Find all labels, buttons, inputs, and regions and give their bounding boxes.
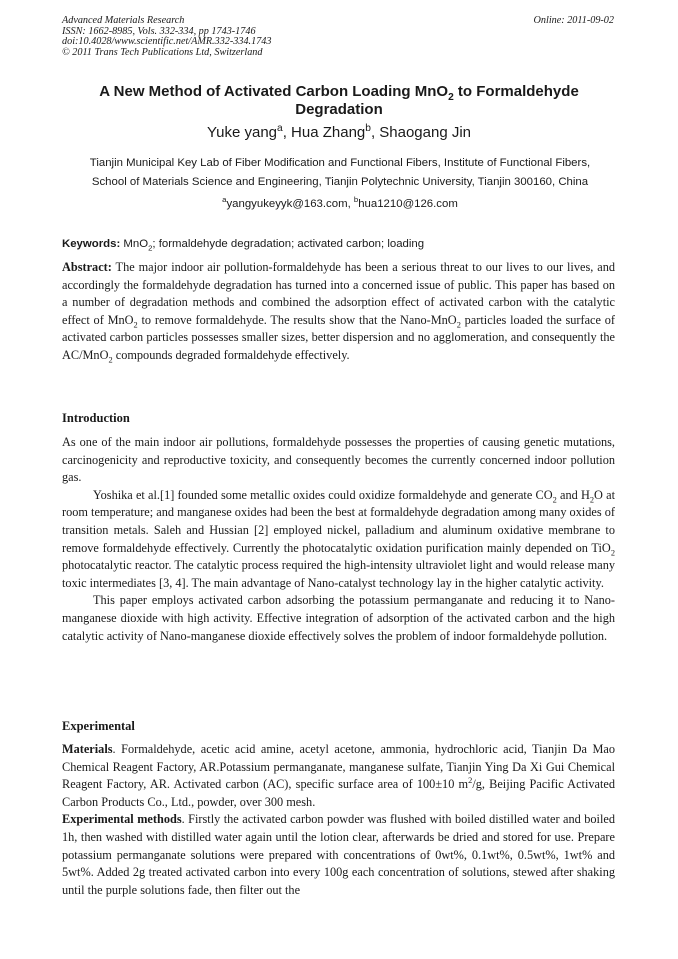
title-text-end: to Formaldehyde Degradation (295, 83, 579, 118)
paper-title (60, 83, 618, 119)
doi-line: doi:10.4028/www.scientific.net/AMR.332-334.1743 (62, 36, 272, 48)
author-1-mark: a (277, 123, 283, 134)
affiliation-line-1: Tianjin Municipal Key Lab of Fiber Modification and Functional Fibers, Institute of Functional Fibers, (89, 157, 591, 169)
email-b[interactable]: hua1210@126.com (358, 198, 458, 210)
abstract-text: particles loaded the surface of activated carbon particles possesses smaller sizes, better dispersion and no agglomeration, and consequently the AC/MnO (62, 312, 615, 362)
keywords (62, 236, 618, 252)
paragraph-text: photocatalytic reactor. The catalytic process required the high-intensity ultraviolet light and would release many toxic intermediates [3, 4]. The main advantage of Nano-catalyst technology lay in the higher catalytic activity. (62, 558, 615, 590)
keywords-text-end: ; formaldehyde degradation; activated carbon; loading (152, 238, 425, 250)
experimental-body (62, 741, 615, 899)
paragraph-text: . Firstly the activated carbon powder was flushed with boiled distilled water and boiled 1h, then washed with distilled water again until the lotion clear, afterwards be dried and stored for use. Prepare potassium permanganate solutions were prepared with concentrations of 0wt%, 0.1wt%, 0.5wt%, 1wt% and 5wt%. Added 2g treated activated carbon into every 100g each concentration of solutions, stewed after shaking until the purple solutions fade, then filter out the (62, 812, 615, 897)
intro-paragraph-2 (62, 487, 615, 593)
journal-header (62, 16, 271, 58)
author-2-mark: b (365, 123, 371, 134)
affiliation-line-2: School of Materials Science and Engineering, Tianjin Polytechnic University, Tianjin 300160, China (91, 176, 589, 188)
title-text: A New Method of Activated Carbon Loading MnO (99, 83, 449, 100)
author-1: Yuke yang (206, 124, 278, 141)
title-subscript: 2 (448, 92, 454, 103)
paragraph-text: /g, Beijing Pacific Activated Carbon Products Co., Ltd., powder, over 300 mesh. (62, 777, 615, 809)
email-a-mark: a (222, 195, 227, 205)
methods-label: Experimental methods (62, 812, 182, 827)
subscript: 2 (108, 355, 113, 365)
author-2: , Hua Zhang (282, 124, 366, 141)
journal-name: Advanced Materials Research (62, 15, 185, 26)
abstract (62, 259, 615, 365)
introduction-body (62, 434, 615, 645)
abstract-text: The major indoor air pollution-formaldehyde has been a serious threat to our lives to our lives, and accordingly the formaldehyde degradation has turned into a concerned issue of public. This paper has based on a number of degradation methods and combined the adsorption effect of activated carbon with the catalytic effect of MnO (62, 260, 615, 327)
subscript: 2 (589, 495, 595, 505)
keywords-subscript: 2 (148, 243, 153, 253)
abstract-label: Abstract: (62, 260, 112, 274)
methods-paragraph (62, 811, 615, 899)
paragraph-text: O at room temperature; and manganese oxides had been the best at formaldehyde degradation among many oxides of transition metals. Saleh and Hussian [2] employed nickel, palladium and aluminum oxidative membrane to remove formaldehyde effectively. Currently the photocatalytic oxidation purification mainly depended on TiO (62, 487, 615, 555)
author-emails (62, 196, 618, 212)
paragraph-text: Yoshika et al.[1] founded some metallic oxides could oxidize formaldehyde and generate CO (93, 487, 553, 502)
keywords-text: MnO (120, 238, 149, 250)
paragraph-text: . Formaldehyde, acetic acid amine, acetyl acetone, ammonia, hydrochloric acid, Tianjin Da Mao Chemical Reagent Factory, AR.Potassium permanganate, manganese sulfate, Tianjin Ying Da Xi Gui Chemical Reagent Factory, AR. Activated carbon (AC), specific surface area of 100±10 m (62, 742, 615, 792)
materials-paragraph (62, 741, 615, 811)
abstract-text: compounds degraded formaldehyde effectively. (112, 347, 350, 362)
subscript: 2 (133, 320, 138, 330)
online-date: Online: 2011-09-02 (533, 15, 614, 26)
intro-paragraph-1: As one of the main indoor air pollutions, formaldehyde possesses the properties of causing genetic mutations, carcinogenicity and reproductive toxicity, and consequently becomes the currently concerned indoor pollution gas. (62, 435, 615, 485)
email-b-mark: b (353, 195, 359, 205)
affiliation (62, 154, 618, 192)
author-3: , Shaogang Jin (370, 124, 472, 141)
materials-label: Materials (62, 742, 113, 756)
author-list (60, 124, 618, 142)
email-a[interactable]: yangyukeyyk@163.com, (226, 198, 354, 210)
subscript: 2 (456, 320, 461, 330)
abstract-text: to remove formaldehyde. The results show that the Nano-MnO (137, 312, 457, 327)
subscript: 2 (610, 548, 615, 558)
subscript: 2 (552, 495, 557, 505)
section-heading-introduction: Introduction (62, 411, 130, 425)
copyright-line: © 2011 Trans Tech Publications Ltd, Switzerland (62, 46, 263, 58)
keywords-label: Keywords: (62, 238, 121, 250)
section-heading-experimental: Experimental (62, 719, 135, 733)
superscript: 2 (468, 776, 473, 786)
paragraph-text: and H (556, 487, 590, 502)
intro-paragraph-3: This paper employs activated carbon adsorbing the potassium permanganate and reducing it to Nano-manganese dioxide with high activity. Effective integration of adsorption of the activated carbon and the high catalytic activity of Nano-manganese dioxide effectively solves the problem of indoor formaldehyde pollution. (62, 593, 615, 643)
issn-line: ISSN: 1662-8985, Vols. 332-334, pp 1743-1746 (62, 25, 256, 37)
